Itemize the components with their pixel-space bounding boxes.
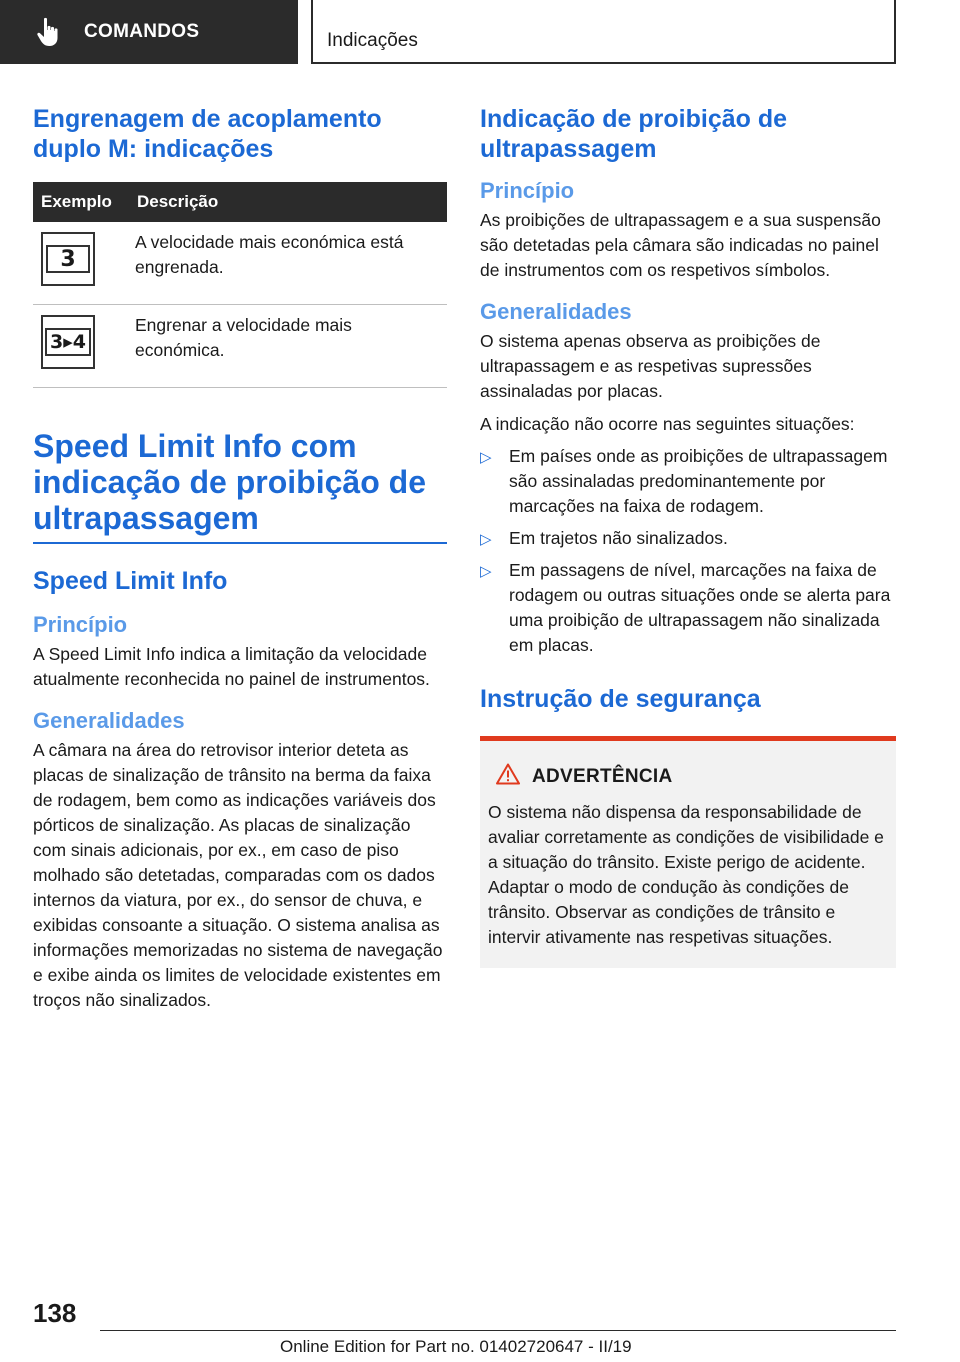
gear-symbol: 3▸4 [45,328,91,356]
left-column [33,100,447,1013]
principle-text: A Speed Limit Info indica a limitação da velocidade atualmente reconhecida no painel de instrumentos. [33,644,430,689]
table-cell-description: A velocidade mais económica está engrenada. [129,222,447,305]
chapter-tab-label: COMANDOS [84,21,200,42]
table-cell-example [33,305,129,388]
warning-title: ADVERTÊNCIA [532,765,673,787]
situations-list [480,444,896,658]
heading-principle: Princípio [33,612,128,637]
heading-gear-indications: Engrenagem de acoplamento duplo M: indicações [33,105,382,163]
heading-speed-limit-info: Speed Limit Info com indicação de proibição de ultrapassagem [33,428,447,544]
heading-general: Generalidades [33,708,185,733]
subheading-speed-limit-info: Speed Limit Info [33,567,228,595]
heading-safety-instruction: Instrução de segurança [480,685,761,713]
table-row [33,222,447,305]
general-text: O sistema apenas observa as proibições de ultrapassagem e as respetivas supressões assinaladas por placas. [480,331,821,401]
general-text: A câmara na área do retrovisor interior deteta as placas de sinalização de trânsito na berma da faixa de rodagem, bem como as indicações variáveis dos pórticos de sinalização. As placas de sinalização com sinais adicionais, por ex., em caso de piso molhado são detetadas, comparadas com os dados internos da viatura, por ex., do sensor de chuva, e exibidas consoante a situação. O sistema analisa as informações memorizadas no sistema de navegação e exibe ainda os limites de velocidade existentes em troços não sinalizados. [33,740,443,1010]
list-item [480,526,896,551]
gear-shift-3-to-4-icon [41,315,95,369]
right-column [480,100,896,968]
footer-edition: Online Edition for Part no. 01402720647 - II/19 [280,1337,632,1356]
heading-general: Generalidades [480,299,632,324]
table-row [33,305,447,388]
list-item [480,558,896,658]
footer-divider [100,1330,896,1331]
page-number: 138 [33,1298,77,1328]
list-item-text: Em trajetos não sinalizados. [509,528,728,548]
warning-box [480,736,896,968]
bullet-triangle-icon: ▷ [480,449,492,466]
warning-header [496,763,888,790]
situations-intro: A indicação não ocorre nas seguintes situações: [480,414,855,434]
table-cell-example [33,222,129,305]
table-header-example: Exemplo [33,182,129,222]
list-item-text: Em países onde as proibições de ultrapassagem são assinaladas predominantemente por marcações na faixa de rodagem. [509,446,888,516]
hand-pointer-icon [36,14,66,50]
warning-text: O sistema não dispensa da responsabilidade de avaliar corretamente as condições de visibilidade e a situação do trânsito. Existe perigo de acidente. Adaptar o modo de condução às condições de trânsito. Observar as condições de trânsito e intervir ativamente nas respetivas situações. [488,802,884,947]
heading-overtaking-prohibition: Indicação de proibição de ultrapassagem [480,105,788,163]
gear-3-icon [41,232,95,286]
heading-principle: Princípio [480,178,575,203]
section-header-label: Indicações [327,30,418,51]
list-item-text: Em passagens de nível, marcações na faixa de rodagem ou outras situações onde se alerta para uma proibição de ultrapassagem não sinalizada em placas. [509,560,891,655]
bullet-triangle-icon: ▷ [480,563,492,580]
gear-indications-table [33,182,447,388]
warning-triangle-icon [496,763,520,790]
principle-text: As proibições de ultrapassagem e a sua suspensão são detetadas pela câmara são indicadas no painel de instrumentos com os respetivos símbolos. [480,210,881,280]
table-cell-description: Engrenar a velocidade mais económica. [129,305,447,388]
gear-symbol: 3 [46,245,90,273]
table-header-description: Descrição [129,182,447,222]
list-item [480,444,896,519]
bullet-triangle-icon: ▷ [480,531,492,548]
section-header [311,0,896,64]
chapter-tab [0,0,298,64]
